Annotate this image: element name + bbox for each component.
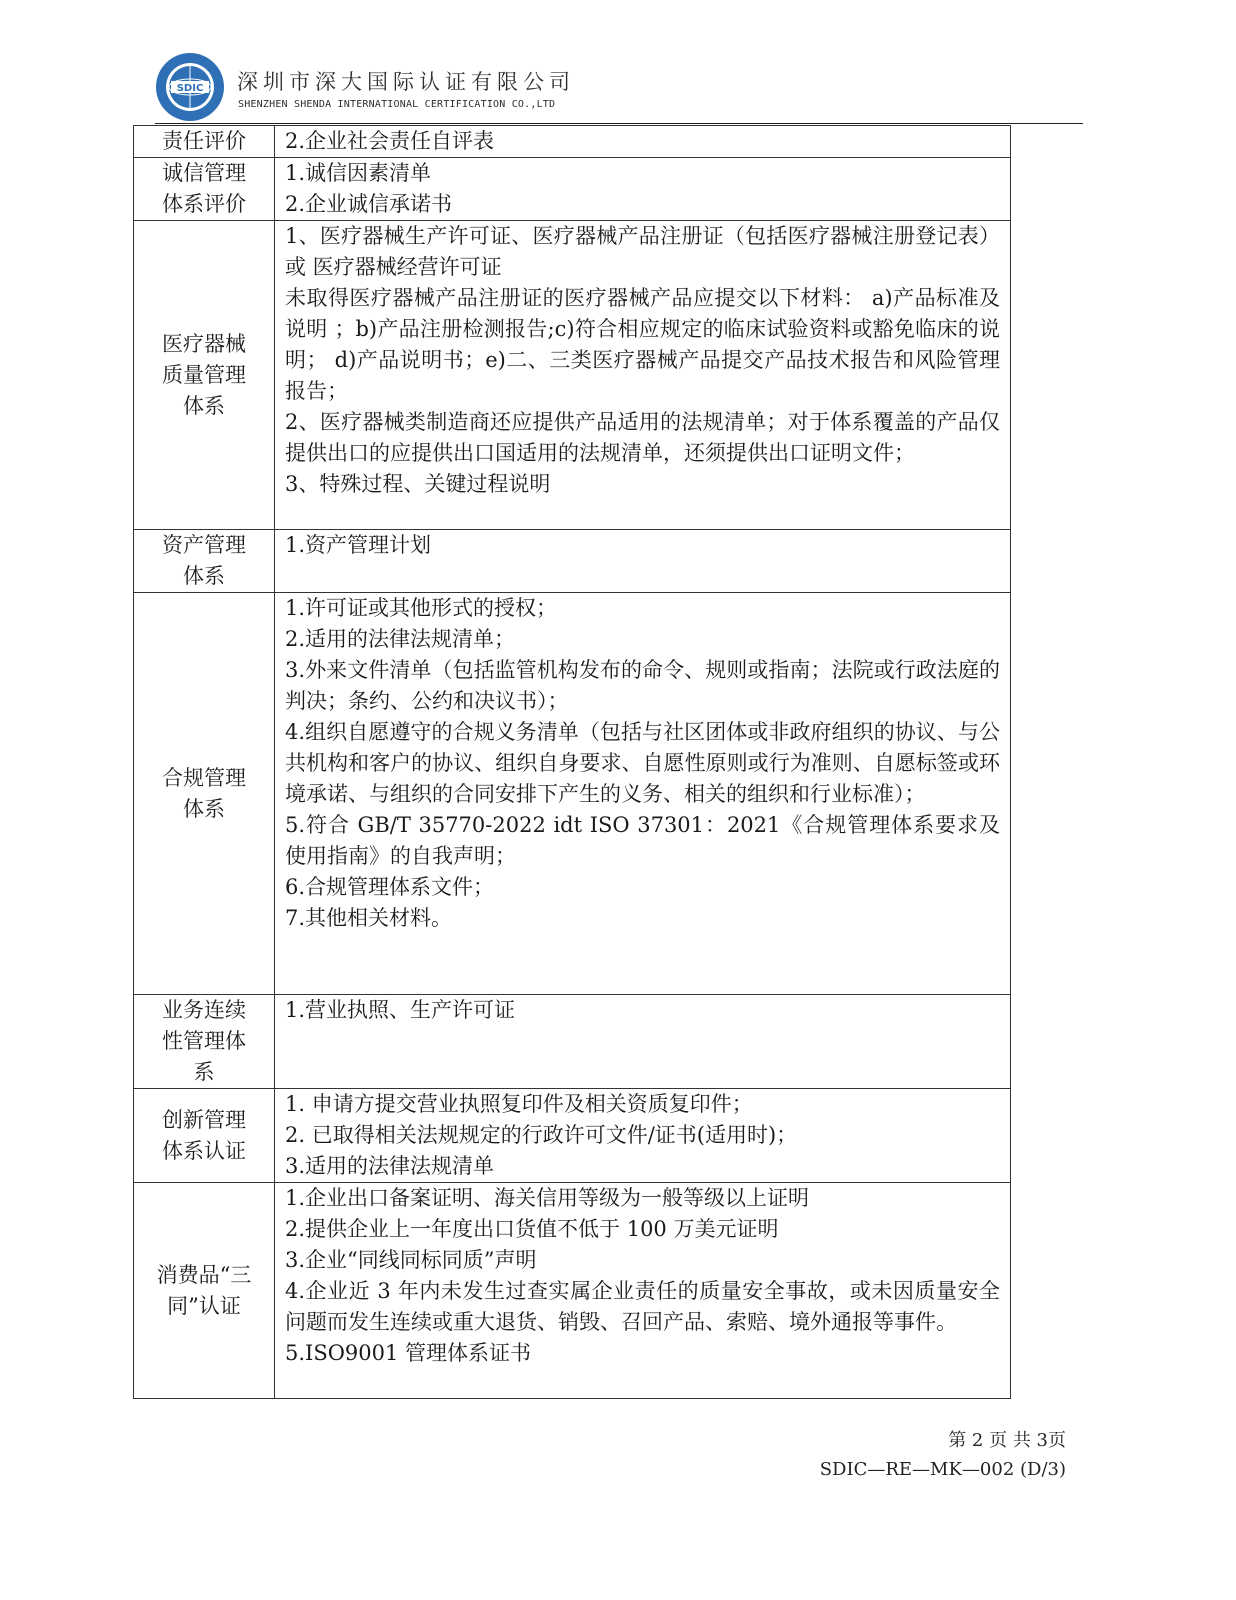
table-row: [134, 593, 1011, 995]
list-item: 1.资产管理计划: [285, 533, 432, 557]
row-content: [275, 1089, 1011, 1183]
list-item: 1.企业出口备案证明、海关信用等级为一般等级以上证明: [285, 1186, 810, 1210]
sdic-logo-icon: [155, 52, 225, 122]
list-item: 5.符合 GB/T 35770-2022 idt ISO 37301：2021《合规管理体系要求及使用指南》的自我声明；: [285, 813, 1000, 868]
row-label: 责任评价: [134, 126, 275, 158]
list-item: 6.合规管理体系文件；: [285, 875, 495, 899]
logo-text: SDIC: [176, 83, 204, 94]
list-item: 3.适用的法律法规清单: [285, 1154, 495, 1178]
list-item: 1.许可证或其他形式的授权；: [285, 596, 558, 620]
row-content: [275, 1183, 1011, 1399]
page-number: 第 2 页 共 3页: [948, 1430, 1066, 1451]
row-content: [275, 530, 1011, 593]
list-item: 2.企业社会责任自评表: [285, 129, 495, 153]
table-row: [134, 1183, 1011, 1399]
row-label: 消费品“三 同”认证: [134, 1183, 275, 1399]
row-content: [275, 995, 1011, 1089]
document-code: SDIC—RE—MK—002 (D/3): [819, 1459, 1066, 1480]
list-item: 4.组织自愿遵守的合规义务清单（包括与社区团体或非政府组织的协议、与公共机构和客户的协议、组织自身要求、自愿性原则或行为准则、自愿标签或环境承诺、与组织的合同安排下产生的义务、相关的组织和行业标准）；: [285, 720, 1000, 806]
table-row: [134, 126, 1011, 158]
list-item: 7.其他相关材料。: [285, 906, 453, 930]
list-item: 3、特殊过程、关键过程说明: [285, 472, 551, 496]
company-name-cn: 深圳市深大国际认证有限公司: [237, 70, 575, 94]
row-label: 诚信管理 体系评价: [134, 158, 275, 221]
company-name-en: SHENZHEN SHENDA INTERNATIONAL CERTIFICATION CO.,LTD: [238, 99, 556, 110]
list-item: 2、医疗器械类制造商还应提供产品适用的法规清单；对于体系覆盖的产品仅提供出口的应提供出口国适用的法规清单，还须提供出口证明文件；: [285, 410, 1000, 465]
list-item: 2.提供企业上一年度出口货值不低于 100 万美元证明: [285, 1217, 779, 1241]
row-label: 医疗器械 质量管理 体系: [134, 221, 275, 530]
page-footer: [820, 1426, 1066, 1484]
list-item: 1. 申请方提交营业执照复印件及相关资质复印件；: [285, 1092, 753, 1116]
list-item: 1.营业执照、生产许可证: [285, 998, 516, 1022]
row-content: [275, 158, 1011, 221]
row-label: 资产管理 体系: [134, 530, 275, 593]
header-divider: [155, 123, 1083, 124]
page-header: [155, 50, 1095, 130]
list-item: 1.诚信因素清单: [285, 161, 432, 185]
requirements-table: [133, 125, 1011, 1399]
list-item: 5.ISO9001 管理体系证书: [285, 1341, 532, 1365]
row-label: 业务连续 性管理体 系: [134, 995, 275, 1089]
list-item: 2. 已取得相关法规规定的行政许可文件/证书(适用时)；: [285, 1123, 798, 1147]
table-row: [134, 995, 1011, 1089]
row-content: [275, 126, 1011, 158]
list-item: 未取得医疗器械产品注册证的医疗器械产品应提交以下材料： a)产品标准及说明 ；b)产品注册检测报告;c)符合相应规定的临床试验资料或豁免临床的说明； d)产品说明书；e)二、三类医疗器械产品提交产品技术报告和风险管理报告；: [285, 286, 1000, 403]
list-item: 3.企业“同线同标同质”声明: [285, 1248, 537, 1272]
row-content: [275, 221, 1011, 530]
row-label: 合规管理 体系: [134, 593, 275, 995]
row-content: [275, 593, 1011, 995]
list-item: 3.外来文件清单（包括监管机构发布的命令、规则或指南；法院或行政法庭的判决；条约、公约和决议书）；: [285, 658, 1000, 713]
list-item: 4.企业近 3 年内未发生过查实属企业责任的质量安全事故，或未因质量安全问题而发生连续或重大退货、销毁、召回产品、索赔、境外通报等事件。: [285, 1279, 1000, 1334]
list-item: 1、医疗器械生产许可证、医疗器械产品注册证（包括医疗器械注册登记表）或 医疗器械经营许可证: [285, 224, 1000, 279]
list-item: 2.企业诚信承诺书: [285, 192, 453, 216]
table-row: [134, 221, 1011, 530]
table-row: [134, 530, 1011, 593]
table-row: [134, 158, 1011, 221]
table-row: [134, 1089, 1011, 1183]
list-item: 2.适用的法律法规清单；: [285, 627, 516, 651]
row-label: 创新管理 体系认证: [134, 1089, 275, 1183]
